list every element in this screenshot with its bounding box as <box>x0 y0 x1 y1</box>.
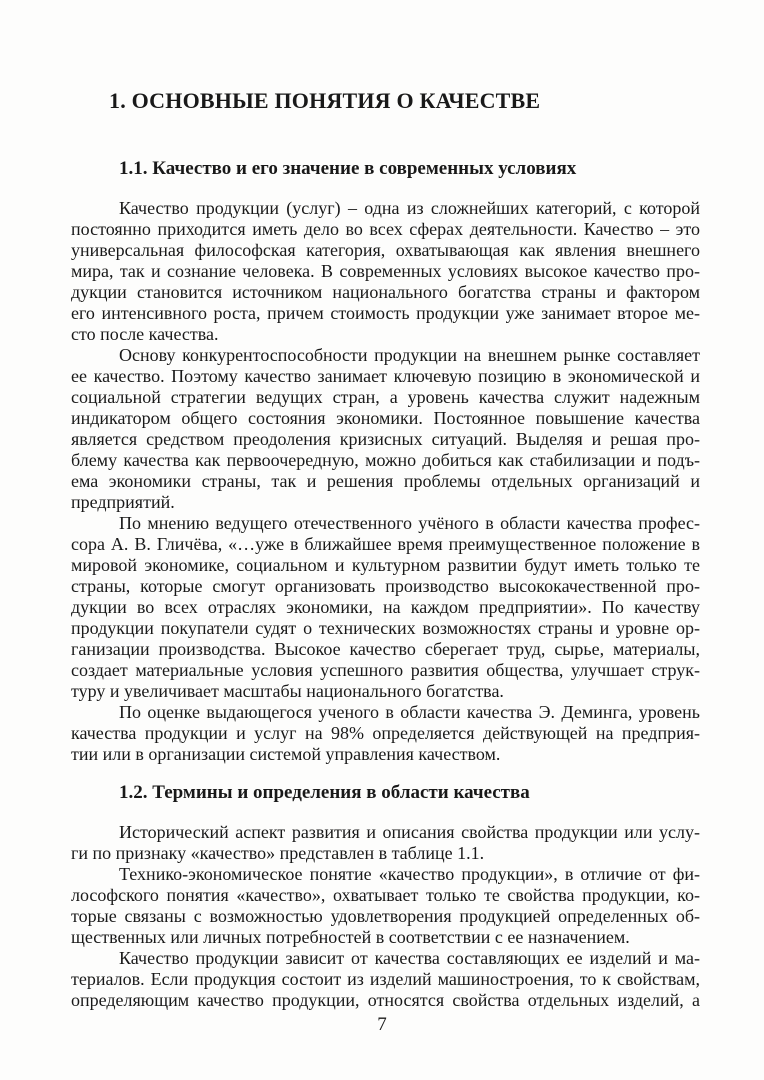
text-line: ганизации производства. Высокое качество сберегает труд, сырье, материалы, <box>71 639 700 659</box>
sections-container <box>71 158 700 1011</box>
text-line: предприятий. <box>71 492 175 512</box>
text-line: ги по признаку «качество» представлен в таблице 1.1. <box>71 843 485 863</box>
text-line: По мнению ведущего отечественного учёного в области качества профес- <box>119 513 700 533</box>
text-line: постоянно приходится иметь дело во всех сферах деятельности. Качество – это <box>71 219 700 239</box>
text-line: Качество продукции (услуг) – одна из сложнейших категорий, с которой <box>119 198 700 218</box>
text-line: По оценке выдающегося ученого в области качества Э. Деминга, уровень <box>119 702 700 722</box>
text-line: качества продукции и услуг на 98% определяется действующей на предприя- <box>71 723 700 743</box>
text-line: ее качество. Поэтому качество занимает ключевую позицию в экономической и <box>71 366 700 386</box>
paragraph <box>71 345 700 513</box>
text-line: Основу конкурентоспособности продукции на внешнем рынке составляет <box>119 345 700 365</box>
text-line: индикатором общего состояния экономики. Постоянное повышение качества <box>71 408 700 428</box>
text-line: щественных или личных потребностей в соответствии с ее назначением. <box>71 927 630 947</box>
text-line: мировой экономике, социальном и культурном развитии будут иметь только те <box>71 555 700 575</box>
text-line: Исторический аспект развития и описания свойства продукции или услу- <box>119 822 700 842</box>
text-line: социальной стратегии ведущих стран, а уровень качества служит надежным <box>71 387 700 407</box>
paragraph <box>71 702 700 765</box>
paragraph <box>71 948 700 1011</box>
section-heading: 1.1. Качество и его значение в современных условиях <box>119 158 577 179</box>
text-line: териалов. Если продукция состоит из изделий машиностроения, то к свойствам, <box>71 969 700 989</box>
paragraph <box>71 198 700 345</box>
text-line: страны, которые смогут организовать производство высококачественной про- <box>71 576 700 596</box>
text-line: блему качества как первоочередную, можно добиться как стабилизации и подъ- <box>71 450 700 470</box>
paragraph <box>71 864 700 948</box>
page-number: 7 <box>377 1014 387 1035</box>
text-line: дукции во всех отраслях экономики, на каждом предприятии». По качеству <box>71 597 700 617</box>
text-line: определяющим качество продукции, относятся свойства отдельных изделий, а <box>71 990 700 1010</box>
text-line: лософского понятия «качество», охватывает только те свойства продукции, ко- <box>71 885 700 905</box>
text-line: сто после качества. <box>71 324 219 344</box>
paragraph <box>71 513 700 702</box>
text-line: торые связаны с возможностью удовлетворения продукцией определенных об- <box>71 906 700 926</box>
text-line: ема экономики страны, так и решения проблемы отдельных организаций и <box>71 471 700 491</box>
text-line: создает материальные условия успешного развития общества, улучшает струк- <box>71 660 700 680</box>
text-line: является средством преодоления кризисных ситуаций. Выделяя и решая про- <box>71 429 700 449</box>
text-line: его интенсивного роста, причем стоимость продукции уже занимает второе ме- <box>71 303 700 323</box>
chapter-title: 1. ОСНОВНЫЕ ПОНЯТИЯ О КАЧЕСТВЕ <box>109 88 541 113</box>
text-line: универсальная философская категория, охватывающая как явления внешнего <box>71 240 700 260</box>
paragraph <box>71 822 700 864</box>
text-line: сора А. В. Гличёва, «…уже в ближайшее время преимущественное положение в <box>71 534 700 554</box>
section-heading: 1.2. Термины и определения в области качества <box>119 782 530 803</box>
text-line: Технико-экономическое понятие «качество продукции», в отличие от фи- <box>119 864 700 884</box>
text-line: продукции покупатели судят о технических возможностях страны и уровне ор- <box>71 618 700 638</box>
text-line: Качество продукции зависит от качества составляющих ее изделий и ма- <box>119 948 700 968</box>
text-line: туру и увеличивает масштабы национального богатства. <box>71 681 504 701</box>
text-line: мира, так и сознание человека. В современных условиях высокое качество про- <box>71 261 700 281</box>
text-line: тии или в организации системой управления качеством. <box>71 744 501 764</box>
text-line: дукции становится источником национального богатства страны и фактором <box>71 282 700 302</box>
